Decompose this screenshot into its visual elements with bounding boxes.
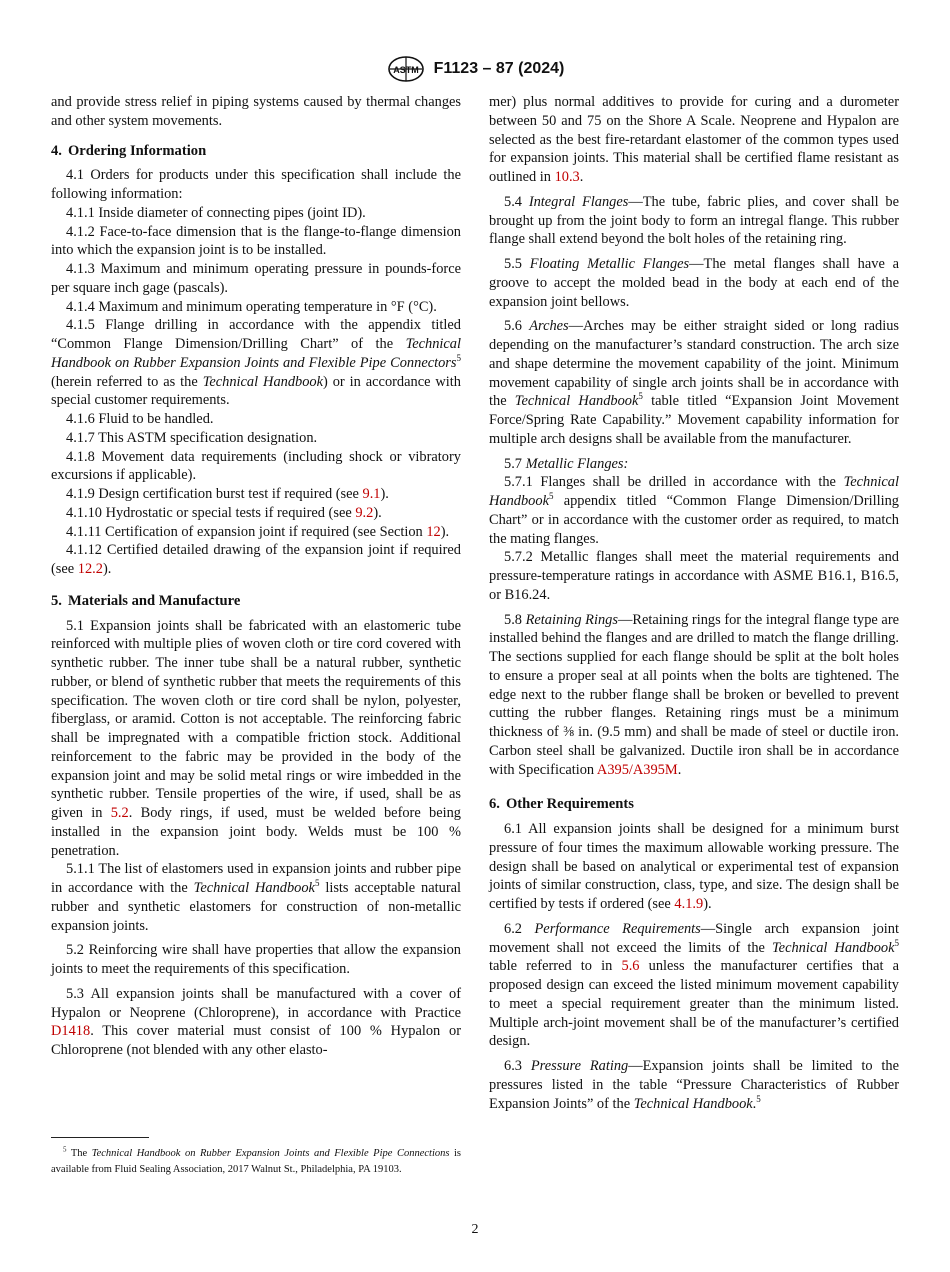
item-4-1-5: 4.1.5 Flange drilling in accordance with the appendix titled “Common Flange Dimension/Drilling Chart” of the Technical Handbook on Rubber Expansion Joints and Flexible Pipe Connectors$^5$ (herein referred to as the Technical Handbook) or in accordance with special customer requirements.	[51, 317, 461, 409]
paragraph-5-8: 5.8 Retaining Rings—Retaining rings for the integral flange type are installed behind the flanges and are drilled to match the flange drilling. The sections supplied for each flange should be split at the bolt holes to ensure a proper seal at all points when the bolts are tightened. The edge next to the rubber flange shall be broken or bevelled to prevent cutting the rubber flanges. Retaining rings must be a minimum thickness of ⅜ in. (9.5 mm) and shall be made of steel or ductile iron. Carbon steel shall be galvanized. Ductile iron shall be in accordance with Specification A395/A395M.	[489, 611, 899, 778]
item-4-1-1: 4.1.1 Inside diameter of connecting pipes (joint ID).	[66, 204, 366, 221]
item-4-1-8: 4.1.8 Movement data requirements (including shock or vibratory excursions if applicable).	[51, 448, 461, 484]
paragraph-5-7-2: 5.7.2 Metallic flanges shall meet the material requirements and pressure-temperature ratings in accordance with ASME B16.1, B16.5, or B16.24.	[489, 549, 899, 603]
item-4-1-4: 4.1.4 Maximum and minimum operating temperature in °F (°C).	[66, 298, 437, 315]
page-number: 2	[471, 1222, 479, 1237]
right-column	[489, 93, 899, 1113]
left-column	[51, 93, 461, 1060]
item-4-1-7: 4.1.7 This ASTM specification designation.	[66, 429, 318, 446]
ref-link-a395[interactable]: A395/A395M	[596, 761, 678, 778]
item-4-1-6: 4.1.6 Fluid to be handled.	[66, 411, 214, 427]
paragraph-4-1: 4.1 Orders for products under this specification shall include the following information:	[51, 167, 461, 202]
paragraph-5-4: 5.4 Integral Flanges—The tube, fabric plies, and cover shall be brought up from the joint body to form an intregal flange. This rubber flange shall extend beyond the bolt holes of the retaining ring.	[489, 193, 900, 248]
section-6-heading: 6. Other Requirements	[489, 796, 634, 813]
section-5-heading: 5. Materials and Manufacture	[51, 592, 241, 609]
item-4-1-10: 4.1.10 Hydrostatic or special tests if required (see 9.2).	[66, 504, 382, 521]
item-4-1-9: 4.1.9 Design certification burst test if required (see 9.1).	[66, 486, 389, 502]
ref-link-12[interactable]: 12	[426, 523, 441, 540]
item-4-1-11: 4.1.11 Certification of expansion joint if required (see Section 12).	[66, 523, 450, 540]
paragraph-6-3: 6.3 Pressure Rating—Expansion joints shall be limited to the pressures listed in the table “Pressure Characteristics of Rubber Expansion Joints” of the Technical Handbook.$^5$	[489, 1058, 899, 1112]
footnote-divider	[51, 1137, 149, 1138]
paragraph-intro: and provide stress relief in piping systems caused by thermal changes and other system movements.	[51, 94, 461, 129]
ref-link-5-6[interactable]: 5.6	[621, 958, 640, 975]
item-4-1-12: 4.1.12 Certified detailed drawing of the expansion joint if required (see 12.2).	[51, 542, 461, 577]
logo-text: ASTM	[392, 65, 419, 75]
ref-link-12-2[interactable]: 12.2	[77, 561, 103, 577]
paragraph-5-1: 5.1 Expansion joints shall be fabricated with an elastomeric tube reinforced with multiple plies of woven cloth or tire cord covered with synthetic rubber. The inner tube shall be a natural rubber, synthetic rubber, or blend of synthetic rubber that meets the requirements of this specification. The woven cloth or tire cord shall be nylon, polyester, fiberglass, or aramid. Cotton is not acceptable. The reinforcing fabric shall be impregnated with a compatible friction stock. Additional reinforcement to the fabric may be provided in the body of the expansion joint and may be solid metal rings or wire imbedded in the synthetic rubber. Tensile properties of the wire, if used, shall be as given in 5.2. Body rings, if used, must be welded before being installed in the expansion joint body. Welds must be 100 % penetration.	[51, 617, 461, 859]
page-header	[0, 54, 950, 84]
paragraph-6-1: 6.1 All expansion joints shall be designed for a minimum burst pressure of four times the maximum allowable working pressure. The design shall be based on analytical or experimental test of expansion joints of similar construction, class, type, and size. The design shall be certified by tests if ordered (see 4.1.9).	[489, 821, 899, 912]
item-4-1-3: 4.1.3 Maximum and minimum operating pressure in pounds-force per square inch gage (pascals).	[51, 261, 461, 296]
paragraph-5-3-continued: mer) plus normal additives to provide for curing and a durometer between 50 and 75 on the Shore A Scale. Neoprene and Hypalon are selected as the best fire-retardant elastomer of the common types used for expansion joints. This material shall be certified flame resistant as outlined in 10.3.	[489, 94, 899, 185]
ref-link-4-1-9[interactable]: 4.1.9	[674, 896, 704, 912]
paragraph-5-7: 5.7 Metallic Flanges:	[504, 455, 629, 472]
paragraph-5-1-1: 5.1.1 The list of elastomers used in expansion joints and rubber pipe in accordance with the Technical Handbook$^5$ lists acceptable natural rubber and synthetic elastomers for construction of non-metallic expansion joints.	[51, 861, 461, 934]
ref-link-9-1[interactable]: 9.1	[362, 486, 381, 502]
paragraph-6-2: 6.2 Performance Requirements—Single arch expansion joint movement shall not exceed the limits of the Technical Handbook$^5$ table referred to in 5.6 unless the manufacturer certifies that a proposed design can exceed the listed minimum movement capability to meet a special requirement greater than the minimum listed. Multiple arch-joint movement shall be of the manufacturer’s certified design.	[489, 920, 899, 1050]
item-4-1-2: 4.1.2 Face-to-face dimension that is the flange-to-flange dimension into which the expansion joint is to be installed.	[51, 223, 461, 259]
footnote-5: $^5$ The Technical Handbook on Rubber Expansion Joints and Flexible Pipe Connections is available from Fluid Sealing Association, 2017 Walnut St., Philadelphia, PA 19103.	[51, 1145, 461, 1175]
section-4-heading: 4. Ordering Information	[51, 142, 207, 159]
paragraph-5-5: 5.5 Floating Metallic Flanges—The metal flanges shall have a groove to accept the molded bead in the body at each end of the expansion joint bellows.	[489, 256, 899, 310]
ref-link-5-2[interactable]: 5.2	[110, 805, 129, 821]
ref-link-9-2[interactable]: 9.2	[355, 504, 374, 521]
paragraph-5-3: 5.3 All expansion joints shall be manufactured with a cover of Hypalon or Neoprene (Chloroprene), in accordance with Practice D1418. This cover material must consist of 100 % Hypalon or Chloroprene (not blended with any other elasto-	[51, 985, 461, 1058]
ref-link-d1418[interactable]: D1418	[51, 1023, 91, 1040]
paragraph-5-2: 5.2 Reinforcing wire shall have properties that allow the expansion joints to meet the requirements of this specification.	[51, 942, 461, 977]
ref-link-10-3[interactable]: 10.3	[554, 169, 580, 185]
document-id: F1123 – 87 (2024)	[433, 60, 565, 77]
paragraph-5-6: 5.6 Arches—Arches may be either straight sided or long radius depending on the manufacturer’s standard construction. The arch size and shape determine the movement capability of the joint. Minimum movement capability of single arch joints shall be in accordance with the Technical Handbook$^5$ table titled “Expansion Joint Movement Force/Spring Rate Capability.” Movement capability information for multiple arch designs shall be available from the manufacturer.	[489, 318, 899, 447]
paragraph-5-7-1: 5.7.1 Flanges shall be drilled in accordance with the Technical Handbook$^5$ appendix titled “Common Flange Dimension/Drilling Chart” or in accordance with the customer order as required, to match the mating flanges.	[489, 474, 899, 547]
astm-logo-icon	[386, 55, 426, 83]
